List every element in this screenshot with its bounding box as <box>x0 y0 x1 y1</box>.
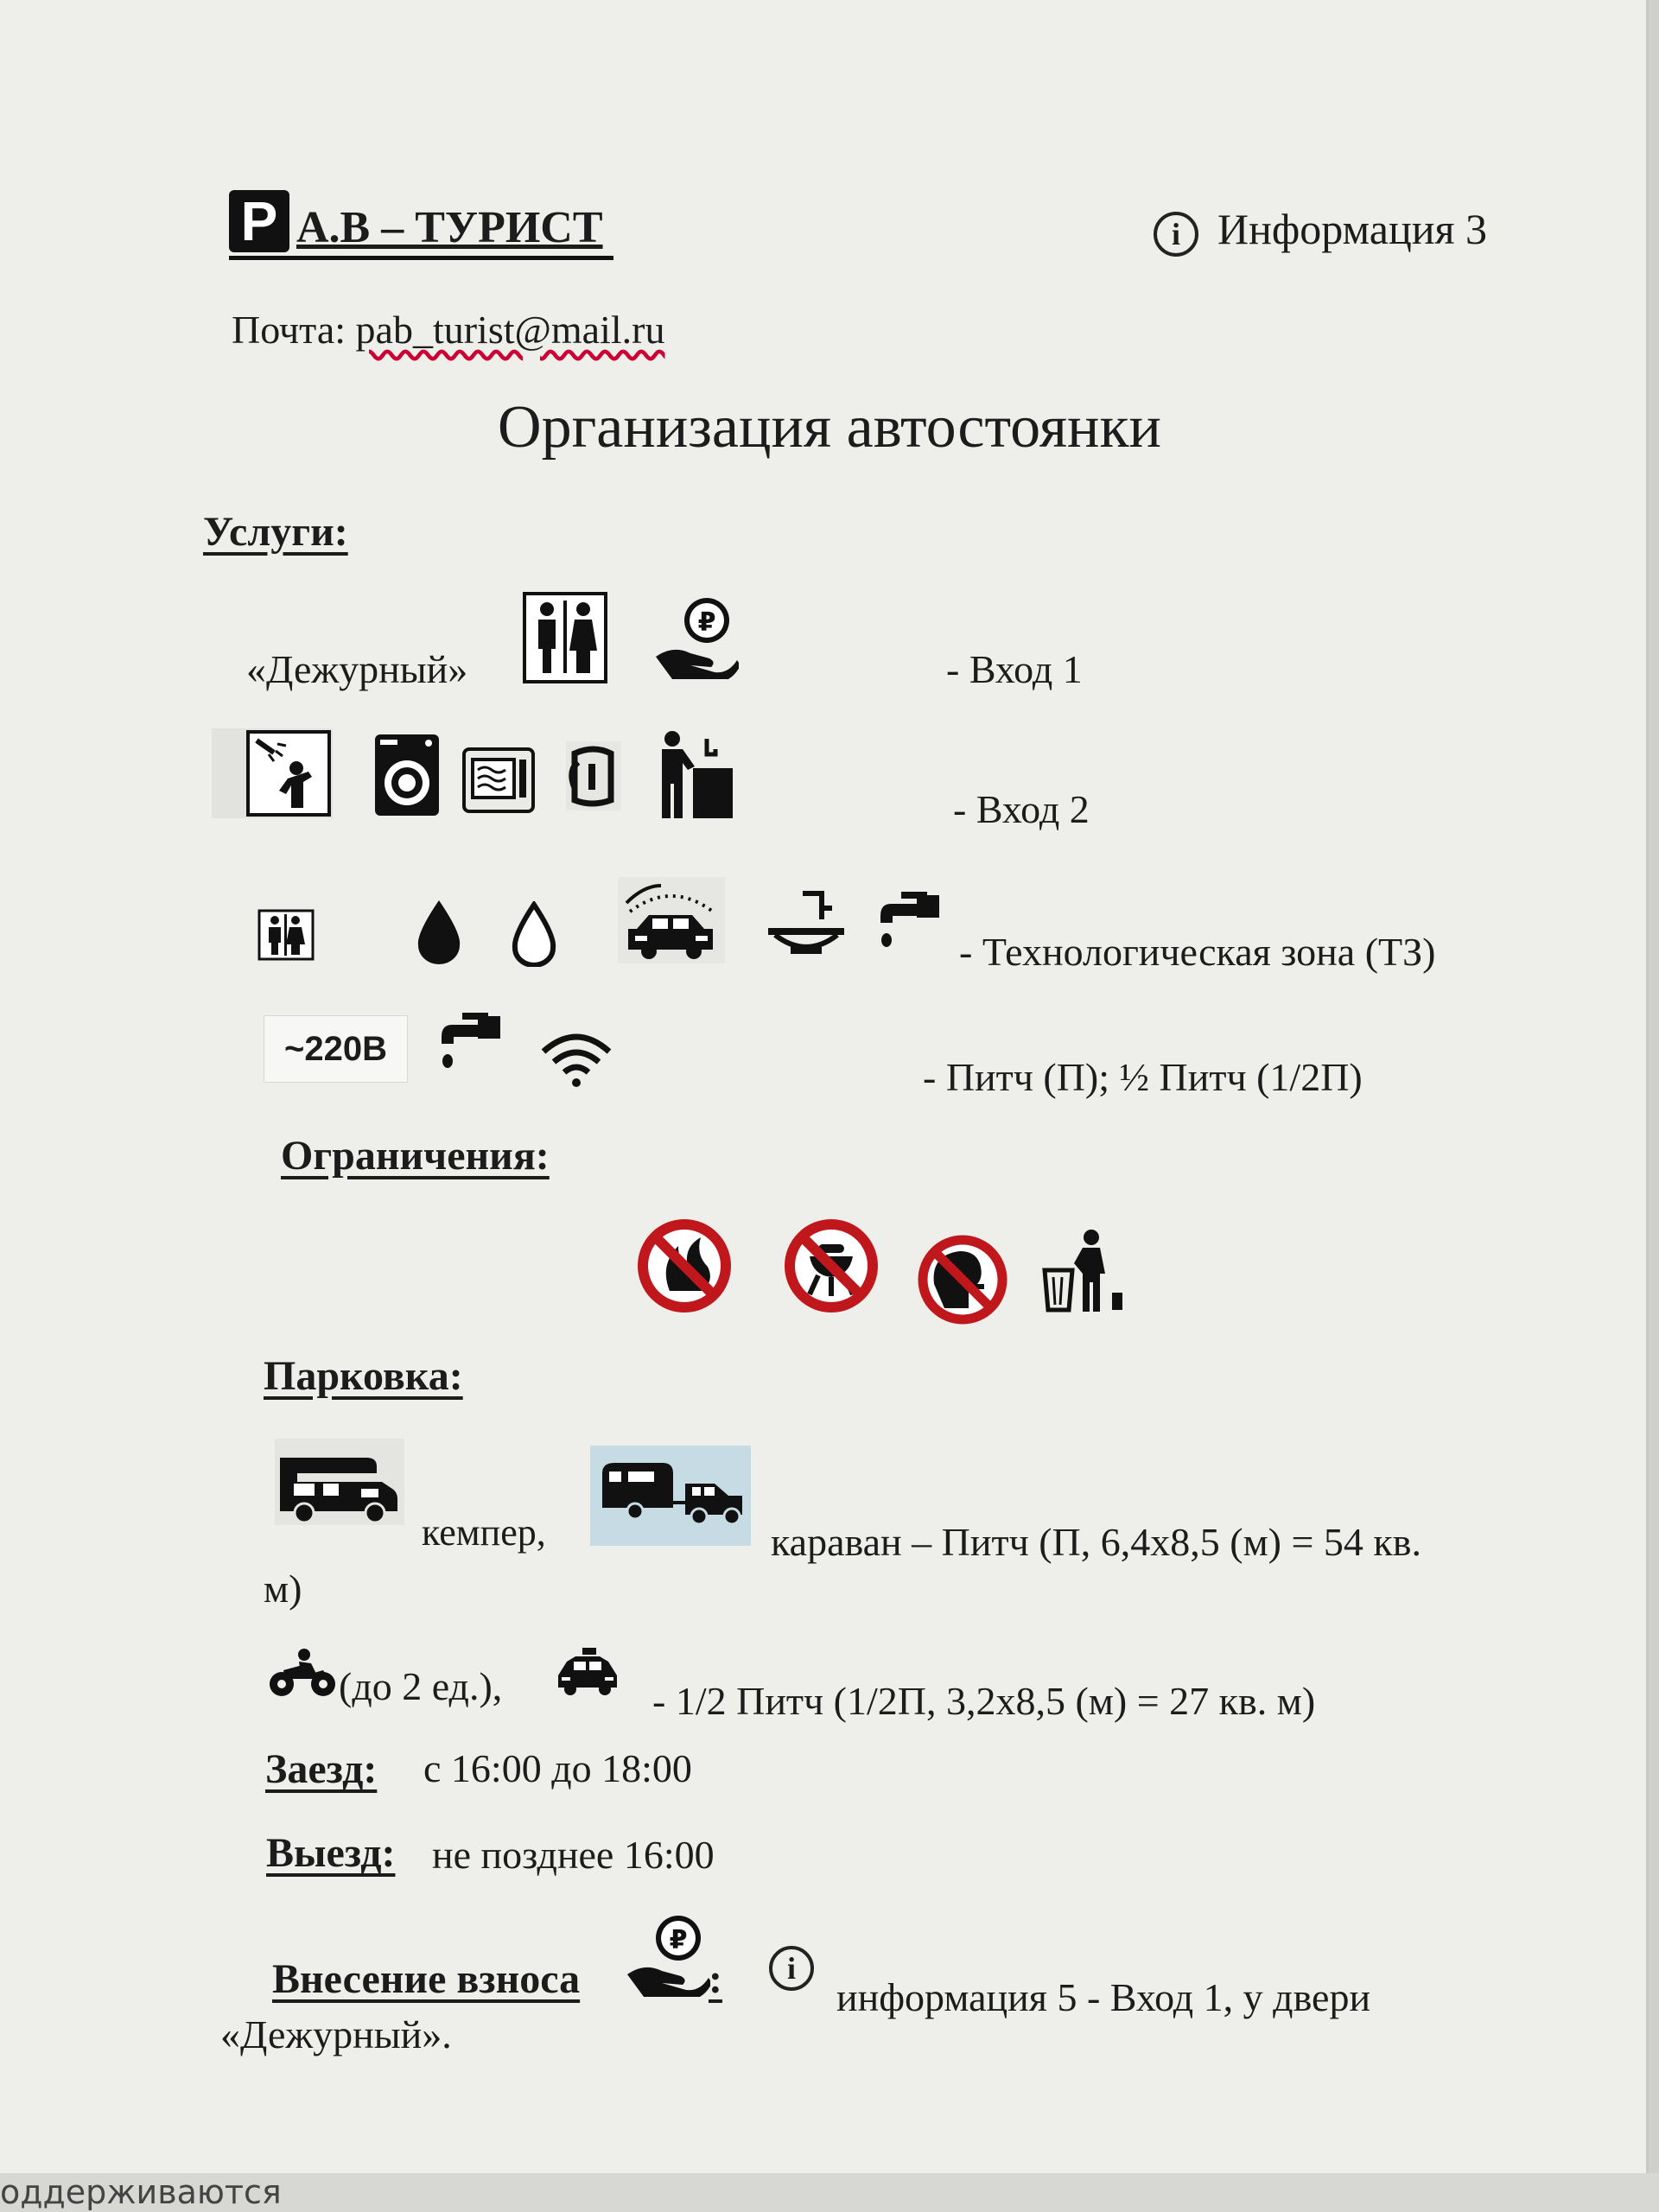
caravan-text: караван – Питч (П, 6,4х8,5 (м) = 54 кв. <box>771 1520 1422 1564</box>
payment-hand-ruble-icon <box>624 1914 710 1997</box>
mail-line <box>232 307 664 353</box>
no-fire-icon <box>637 1218 732 1313</box>
svg-text:₽: ₽ <box>697 607 716 638</box>
duty-label: «Дежурный» <box>246 647 468 691</box>
wc-small-icon <box>257 909 315 961</box>
fee-text-cont: «Дежурный». <box>220 2012 452 2056</box>
services-heading: Услуги: <box>203 509 348 555</box>
no-grill-icon <box>784 1218 879 1313</box>
row2-suffix: - Вход 2 <box>953 787 1090 831</box>
svg-text:₽: ₽ <box>669 1925 688 1955</box>
info-icon: i <box>769 1946 814 1991</box>
kettle-icon <box>566 741 621 810</box>
car-icon <box>553 1646 622 1698</box>
page-title: Организация автостоянки <box>498 394 1161 461</box>
microwave-icon <box>462 747 535 815</box>
mail-address[interactable]: pab_turist@mail.ru <box>355 308 665 352</box>
logo-underline <box>229 256 613 260</box>
wc-icon <box>523 592 607 683</box>
grey-water-drop-icon <box>510 901 558 967</box>
status-text: оддерживаются <box>0 2173 282 2211</box>
checkin-label: Заезд: <box>265 1746 378 1792</box>
status-bar <box>0 2173 1659 2212</box>
power-220v-label: ~220В <box>264 1015 408 1083</box>
trash-disposal-icon <box>1041 1227 1128 1313</box>
mail-label: Почта: <box>232 308 346 352</box>
info-text: Информация 3 <box>1217 205 1488 253</box>
dishwashing-icon <box>657 730 734 820</box>
row1-suffix: - Вход 1 <box>946 647 1083 691</box>
fee-text: информация 5 - Вход 1, у двери <box>836 1975 1371 2019</box>
checkin-value: с 16:00 до 18:00 <box>423 1746 692 1790</box>
car-wash-icon <box>618 877 725 963</box>
caravan-icon <box>590 1446 751 1546</box>
no-smoking-icon <box>917 1234 1008 1325</box>
car-text: - 1/2 Питч (1/2П, 3,2х8,5 (м) = 27 кв. м) <box>652 1679 1316 1723</box>
shower-icon <box>212 728 333 818</box>
payment-hand-ruble-icon <box>652 596 739 679</box>
fee-colon: : <box>709 1956 722 2002</box>
fee-info <box>769 1946 833 1991</box>
org-logo <box>229 190 603 252</box>
water-tap-icon <box>436 1011 502 1080</box>
camper-icon <box>275 1439 404 1525</box>
black-water-drop-icon <box>415 899 463 966</box>
water-tap-icon <box>875 890 941 959</box>
checkout-value: не позднее 16:00 <box>432 1833 715 1877</box>
motorcycle-icon <box>268 1646 337 1701</box>
info-icon: i <box>1154 212 1198 257</box>
sink-icon <box>765 890 848 959</box>
restrictions-heading: Ограничения: <box>281 1133 550 1179</box>
fee-label: Внесение взноса <box>272 1956 581 2002</box>
info-reference <box>1154 204 1487 257</box>
parking-heading: Парковка: <box>264 1353 463 1399</box>
camper-label: кемпер, <box>422 1511 546 1554</box>
caravan-text-cont: м) <box>264 1567 302 1611</box>
parking-logo-icon: P <box>229 190 289 252</box>
org-name: А.В – ТУРИСТ <box>296 203 603 252</box>
wifi-icon <box>540 1033 613 1088</box>
moto-text: (до 2 ед.), <box>339 1664 503 1708</box>
row3-suffix: - Технологическая зона (ТЗ) <box>959 930 1436 974</box>
washing-machine-icon <box>373 733 441 817</box>
row4-suffix: - Питч (П); ½ Питч (1/2П) <box>923 1055 1363 1099</box>
checkout-label: Выезд: <box>266 1830 396 1876</box>
